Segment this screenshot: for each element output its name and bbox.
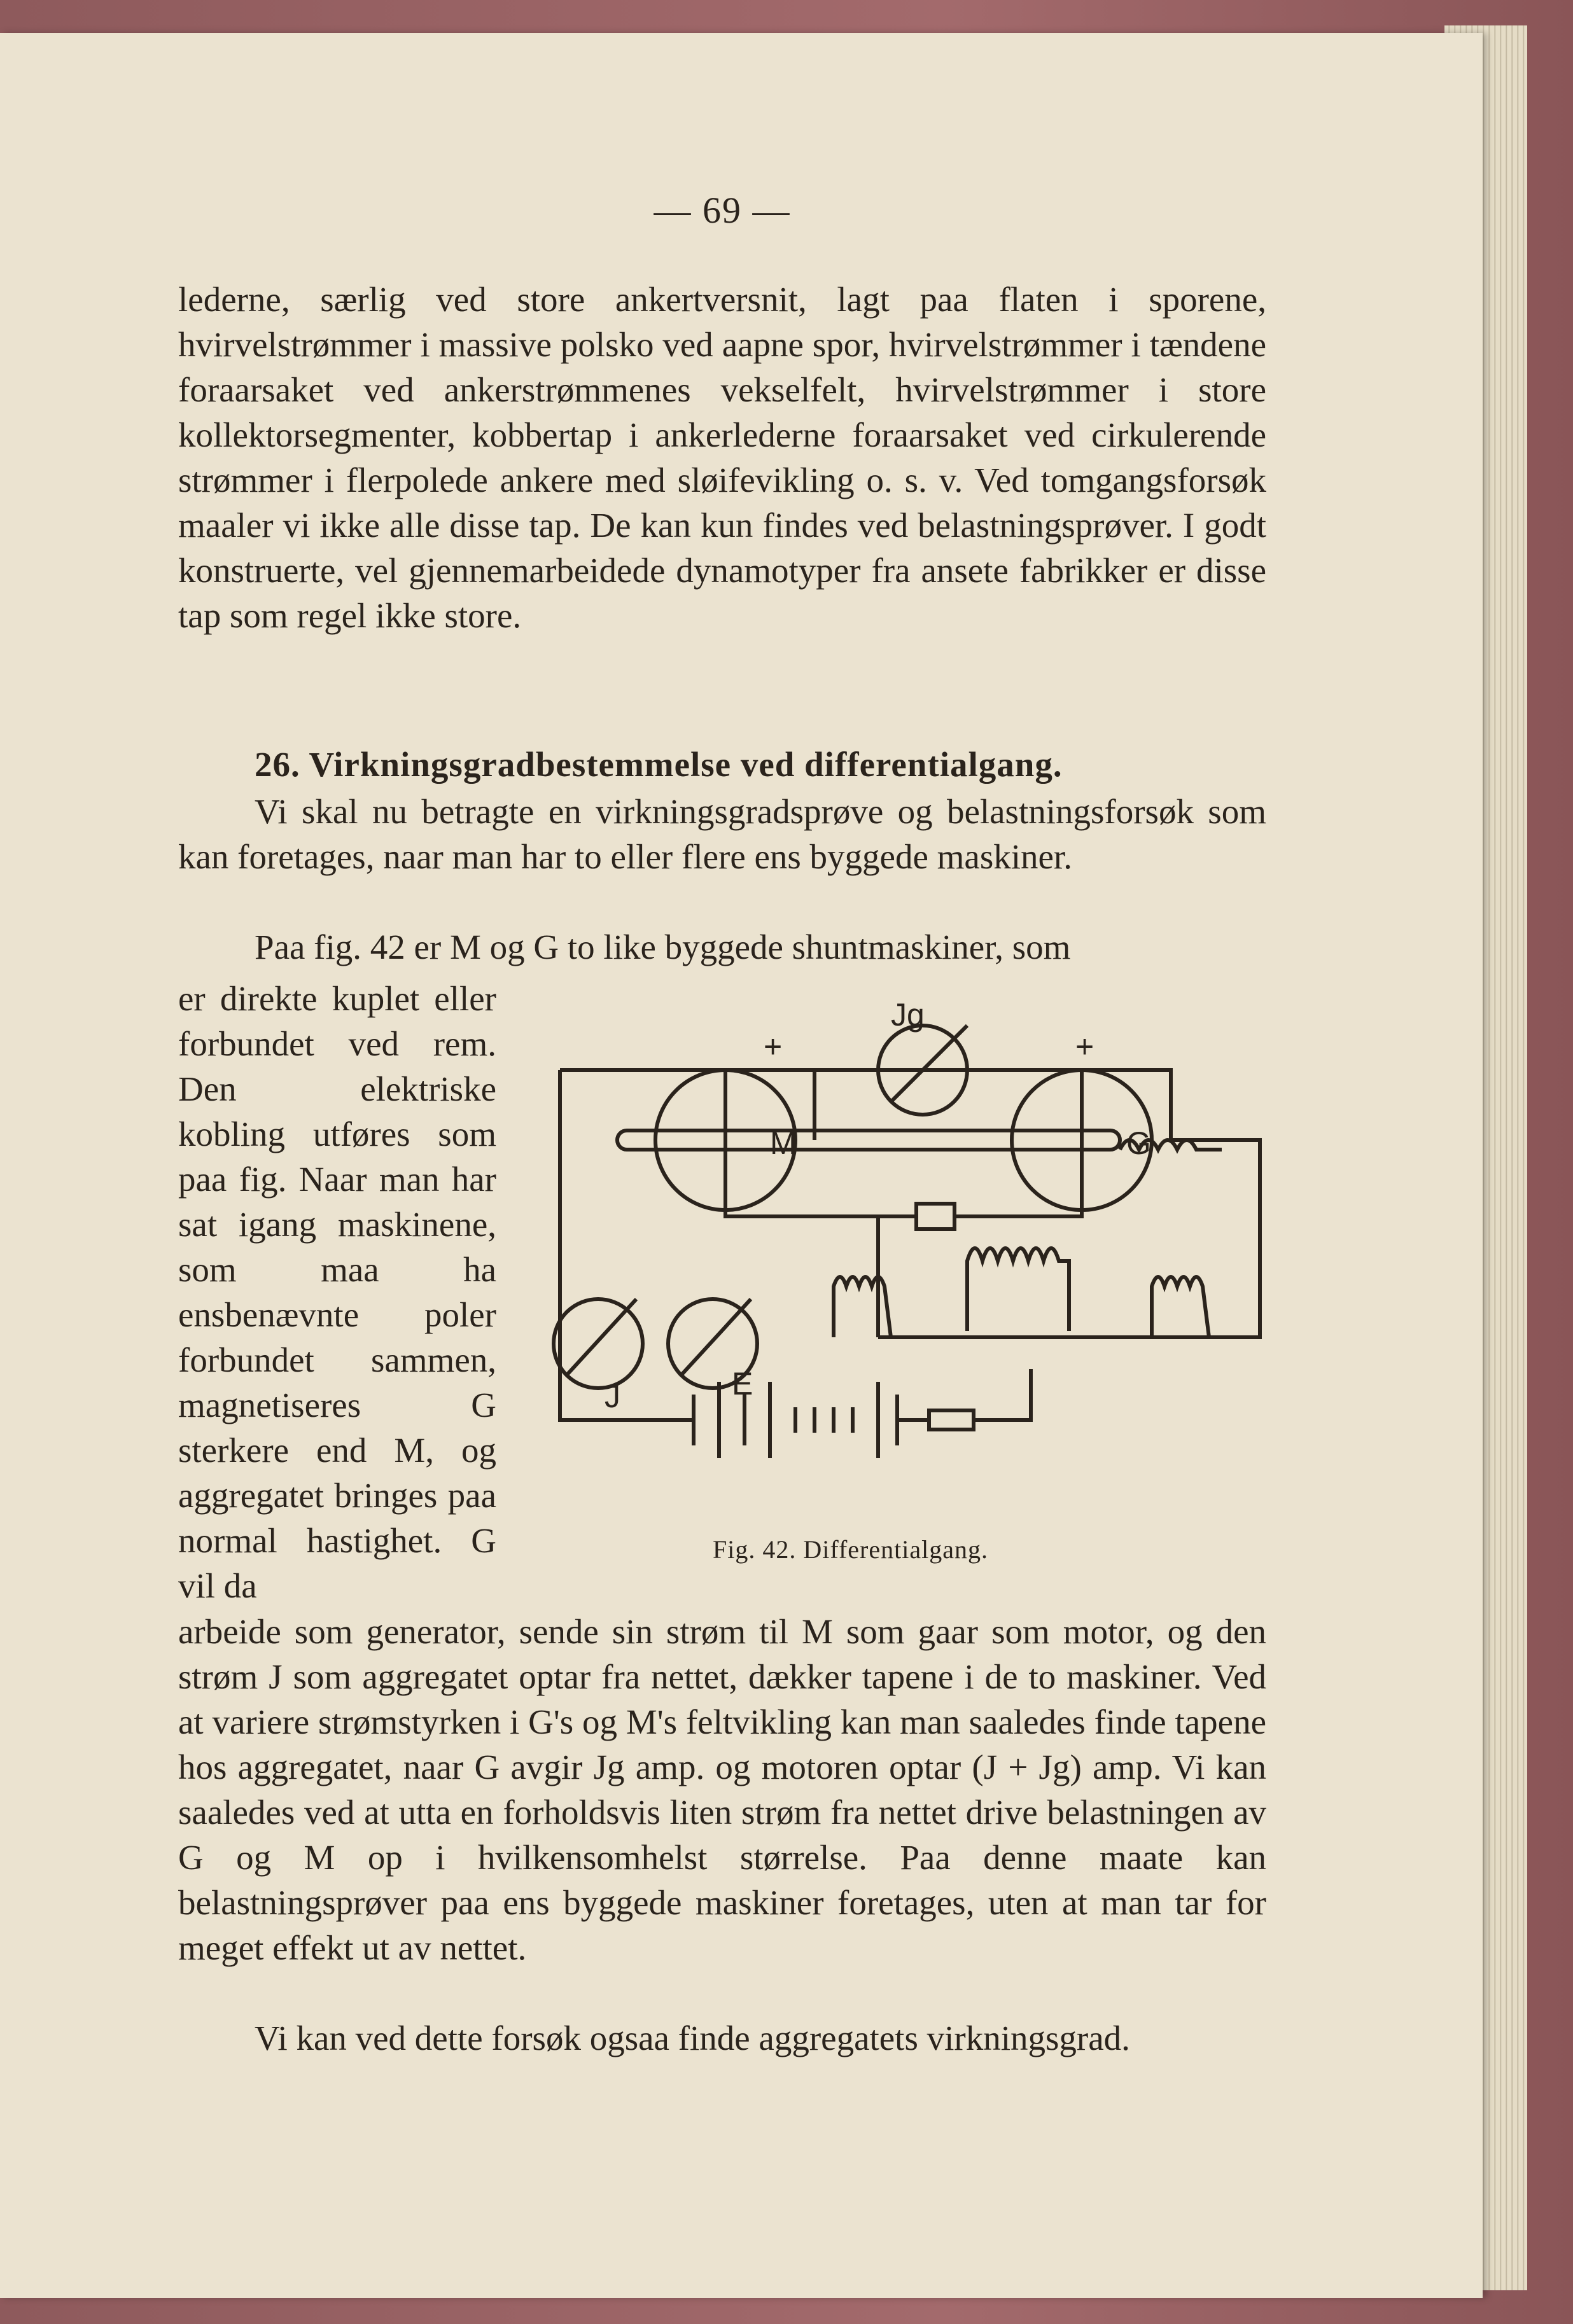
book-page: [0, 33, 1483, 2298]
paragraph-1-text: lederne, særlig ved store ankertversnit, lagt paa flaten i sporene, hvirvelstrømmer i massive polsko ved aapne spor, hvirvelstrømmer i tændene foraarsaket ved ankerstrømmenes vekselfelt, hvirvelstrømmer i store kollektorsegmenter, kobbertap i ankerlederne foraarsaket ved cirkulerende strømmer i flerpolede ankere med sløifevikling o. s. v. Ved tomgangsforsøk maaler vi ikke alle disse tap. De kan kun findes ved belastningsprøver. I godt konstruerte, vel gjennemarbeidede dynamotyper fra ansete fabrikker er disse tap som regel ikke store.: [178, 280, 1266, 635]
paragraph-3-rest: [178, 1609, 1266, 1970]
label-g: G: [1126, 1125, 1151, 1161]
page-number: — 69 —: [654, 190, 791, 231]
label-m: M: [770, 1125, 797, 1161]
figure-42: [535, 987, 1273, 1528]
label-jg: Jg: [891, 997, 925, 1033]
m-brush-bottom-wire: [725, 1140, 878, 1337]
meter-e-needle: [681, 1299, 751, 1375]
fuse-top: [916, 1204, 954, 1229]
paragraph-3-rest-text: arbeide som generator, sende sin strøm til M som gaar som motor, og den strøm J som aggregatet optar fra nettet, dækker tapene i de to maskiner. Ved at variere strømstyrken i G's og M's feltvikling kan man saaledes finde tapene hos aggregatet, naar G avgir Jg amp. og motoren optar (J + Jg) amp. Vi kan saaledes ved at utta en forholdsvis liten strøm fra nettet drive belastningen av G og M op i hvilkensomhelst størrelse. Paa denne maate kan belastningsprøver paa ens byggede maskiner foretages, uten at man tar for meget effekt ut av nettet.: [178, 1612, 1266, 1967]
label-j: J: [605, 1379, 620, 1414]
bottom-right-wire: [974, 1369, 1031, 1420]
fuse-bottom: [929, 1410, 974, 1430]
circuit-diagram: [535, 987, 1273, 1528]
paragraph-1: [178, 277, 1266, 638]
label-plus-right: +: [1075, 1029, 1094, 1064]
figure-caption: Fig. 42. Differentialgang.: [713, 1535, 988, 1564]
g-field-rheostat: [1152, 1277, 1209, 1337]
battery: [694, 1382, 897, 1458]
paragraph-2: [178, 789, 1266, 879]
paragraph-4: [178, 2015, 1266, 2061]
paragraph-3-first-line: [178, 924, 1266, 970]
main-rheostat: [967, 1248, 1069, 1331]
paragraph-3-full-text: Paa fig. 42 er M og G to like byggede shuntmaskiner, som: [255, 928, 1071, 966]
section-heading: 26. Virkningsgradbestemmelse ved differentialgang.: [255, 745, 1063, 784]
paragraph-3-wrapped: er direkte kuplet eller forbundet ved rem. Den elektriske kobling utføres som paa fig. Naar man har sat igang maskinene, som maa ha ensbenævnte poler forbundet sammen, magnetiseres G sterkere end M, og aggregatet bringes paa normal hastighet. G vil da: [178, 979, 496, 1605]
m-field-rheostat: [834, 1277, 891, 1337]
paragraph-2-text: Vi skal nu betragte en virkningsgradsprøve og belastningsforsøk som kan foretages, naar man har to eller flere ens byggede maskiner.: [178, 792, 1266, 876]
machine-shaft: [617, 1131, 1120, 1150]
label-e: E: [732, 1366, 753, 1402]
meter-j-needle: [566, 1299, 636, 1375]
meter-jg-needle: [891, 1026, 967, 1102]
paragraph-4-text: Vi kan ved dette forsøk ogsaa finde aggregatets virkningsgrad.: [255, 2019, 1130, 2057]
label-plus-left: +: [764, 1029, 783, 1064]
